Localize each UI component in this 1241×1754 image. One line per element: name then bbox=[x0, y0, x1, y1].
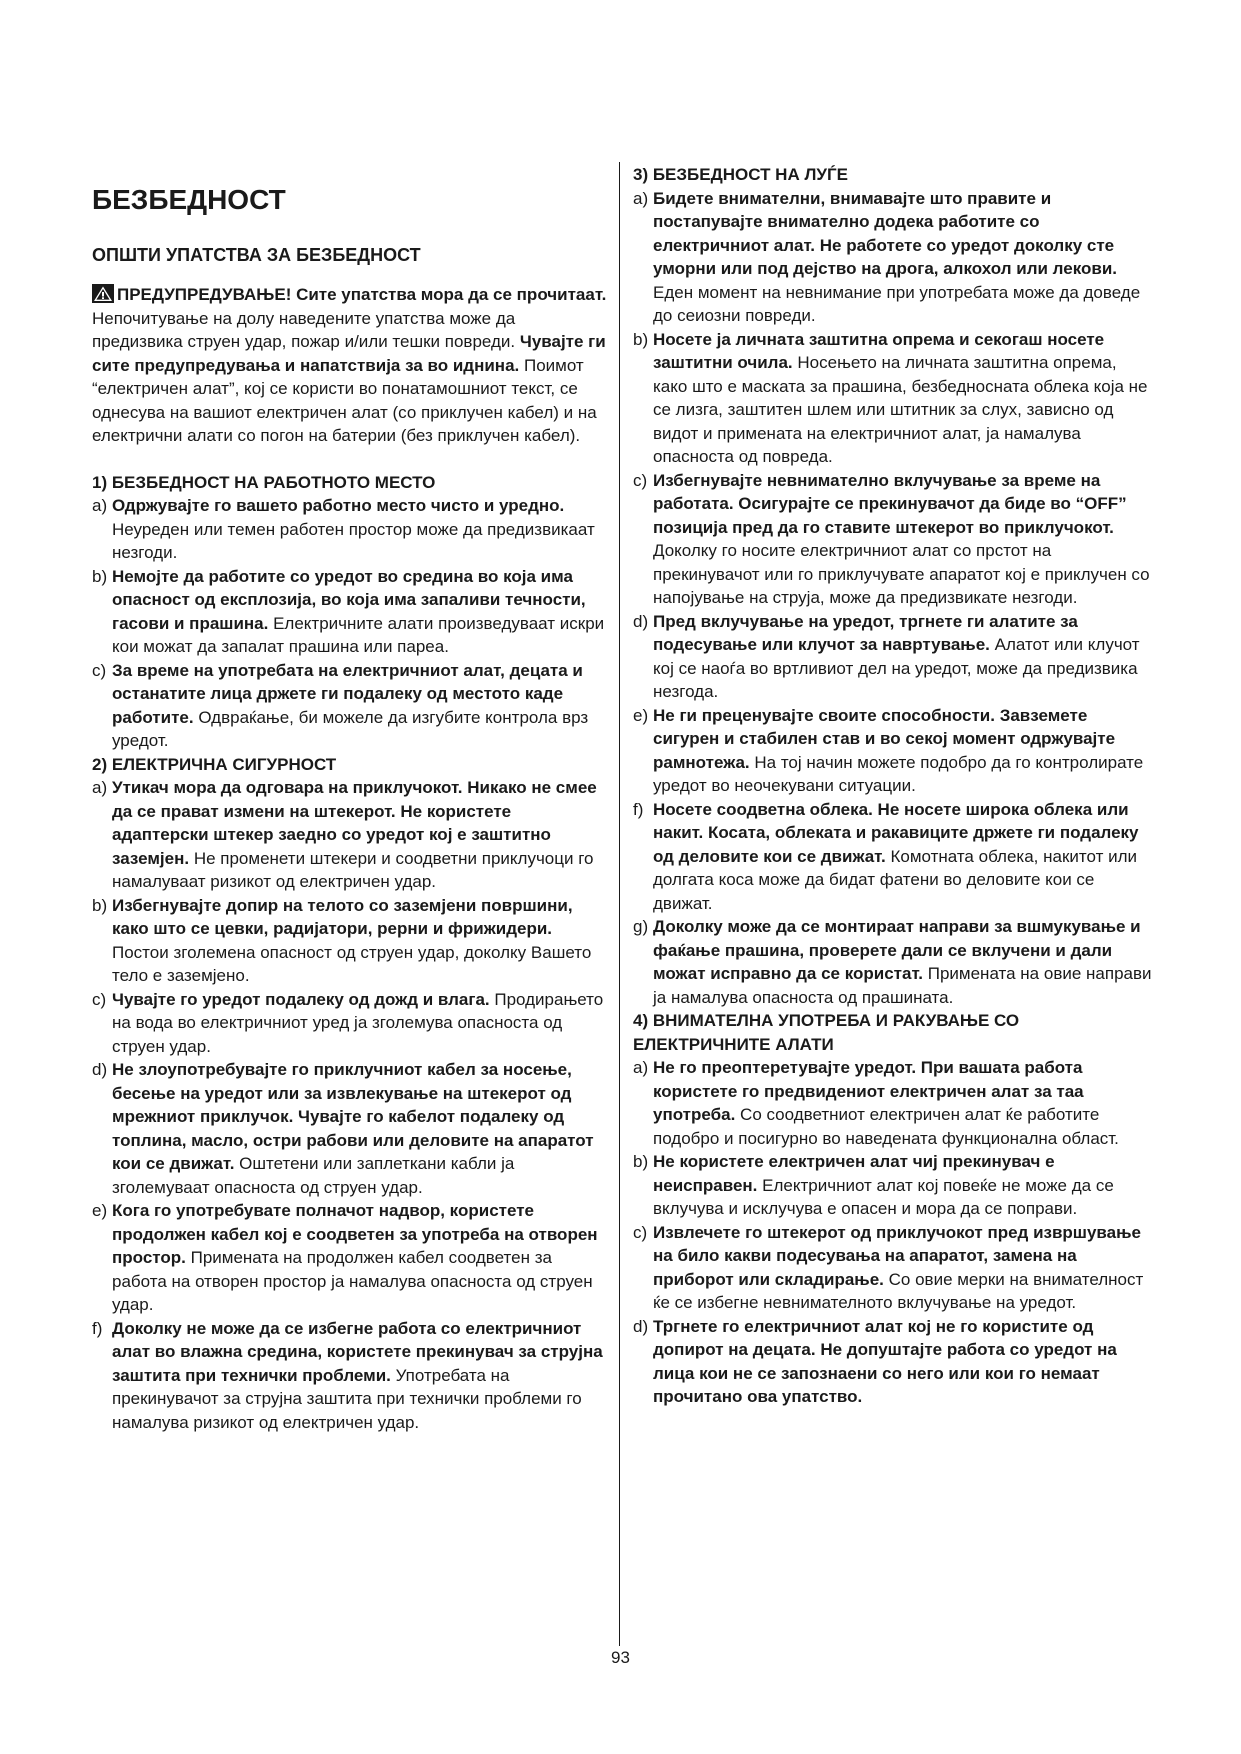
list-item bbox=[92, 565, 607, 659]
left-column bbox=[92, 183, 607, 1434]
list-item bbox=[92, 988, 607, 1059]
item-bold-text: Чувајте го уредот подалеку од дожд и влага. bbox=[112, 989, 490, 1009]
item-text: Електричните алати произведуваат искри кои можат да запалат прашина или пареа. bbox=[112, 613, 605, 656]
item-text: Еден момент на невнимание при употребата може да доведе до сеиозни повреди. bbox=[653, 282, 1141, 325]
list-item bbox=[92, 1199, 607, 1317]
item-bold-text: Пред вклучување на уредот, тргнете ги алатите за подесување или клучот за навртување. bbox=[653, 611, 1078, 654]
item-bold-text: Носете ја личната заштитна опрема и секогаш носете заштитни очила. bbox=[653, 329, 1105, 372]
item-text: Примената на овие направи ја намалува опасноста од прашината. bbox=[653, 964, 1152, 1007]
list-item bbox=[633, 798, 1153, 916]
item-text: Постои зголемена опасност од струен удар, доколку Вашето тело е заземјено. bbox=[112, 942, 592, 985]
item-label: f) bbox=[92, 1318, 103, 1338]
list-item bbox=[633, 1315, 1153, 1409]
item-bold-text: За време на употребата на електричниот алат, децата и останатите лица држете ги подалеку од местото каде работите. bbox=[112, 660, 583, 727]
item-text: Не променети штекери и соодветни приклучоци го намалуваат ризикот од електричен удар. bbox=[112, 848, 594, 891]
item-bold-text: Немојте да работите со уредот во средина во која има опасност од експлозија, во која има запаливи течности, гасови и прашина. bbox=[112, 566, 586, 633]
item-text: Комотната облека, накитот или долгата коса може да бидат фатени во деловите кои се движат. bbox=[653, 846, 1137, 913]
item-label: a) bbox=[633, 1058, 649, 1077]
warning-bold-1: ПРЕДУПРЕДУВАЊЕ! Сите упатства мора да се прочитаат. bbox=[117, 285, 607, 304]
warning-bold-2: Чувајте ги сите предупредувања и напатствија за во иднина. bbox=[92, 332, 606, 375]
list-item bbox=[633, 915, 1153, 1009]
item-text: Оштетени или заплеткани кабли ја зголемуваат опасноста од струен удар. bbox=[112, 1154, 515, 1197]
item-bold-text: Утикач мора да одговара на приклучокот. Никако не смее да се прават измени на штекерот. Не користете адаптерски штекер заедно со уредот кој е заштитно заземјен. bbox=[112, 778, 597, 868]
list-item bbox=[92, 776, 607, 894]
section-personal-safety bbox=[633, 163, 1153, 1009]
item-label: f) bbox=[633, 799, 644, 819]
item-bold-text: Кога го употребувате полначот надвор, користете продолжен кабел кој е соодветен за употреба на отворен простор. bbox=[112, 1201, 598, 1267]
right-column bbox=[633, 163, 1153, 1409]
warning-text-2: Поимот “електричен алат”, кој се користи во понатамошниот текст, се однесува на вашиот електричен алат (со приклучен кабел) и на електрични алати со погон на батерии (без приклучен кабел). bbox=[92, 355, 597, 445]
item-bold-text: Не го преоптеретувајте уредот. При вашата работа користете го предвидениот електричен алат за таа употреба. bbox=[653, 1058, 1084, 1124]
section-heading: 3) БЕЗБЕДНОСТ НА ЛУЃЕ bbox=[633, 165, 848, 184]
list-item bbox=[633, 610, 1153, 704]
list-item bbox=[633, 1221, 1153, 1315]
item-label: b) bbox=[633, 1152, 649, 1171]
list-item bbox=[92, 494, 607, 565]
item-text: Неуреден или темен работен простор може да предизвикаат незгоди. bbox=[112, 519, 595, 562]
item-text: Примената на продолжен кабел соодветен за работа на отворен простор ја намалува опасноста од струен удар. bbox=[112, 1248, 593, 1314]
item-text: Со соодветниот електричен алат ќе работите подобро и посигурно во наведената функционална област. bbox=[653, 1105, 1119, 1148]
list-item bbox=[633, 328, 1153, 469]
section-heading: 1) БЕЗБЕДНОСТ НА РАБОТНОТО МЕСТО bbox=[92, 472, 436, 492]
page-number: 93 bbox=[611, 1648, 630, 1667]
section-heading: 4) ВНИМАТЕЛНА УПОТРЕБА И РАКУВАЊЕ СО ЕЛЕКТРИЧНИТЕ АЛАТИ bbox=[633, 1011, 1020, 1054]
item-label: d) bbox=[92, 1060, 108, 1079]
list-item bbox=[92, 1317, 607, 1435]
item-label: b) bbox=[92, 566, 108, 586]
list-item bbox=[92, 894, 607, 988]
page-title: БЕЗБЕДНОСТ bbox=[92, 184, 286, 215]
section-electrical-safety bbox=[92, 753, 607, 1435]
warning-triangle-icon bbox=[92, 284, 114, 303]
general-safety-subtitle: ОПШТИ УПАТСТВА ЗА БЕЗБЕДНОСТ bbox=[92, 245, 421, 265]
item-bold-text: Тргнете го електричниот алат кој не го користите од допирот на децата. Не допуштајте работа со уредот на лица кои не се запознаени со него или кои го немаат прочитано ова упатство. bbox=[653, 1316, 1117, 1406]
item-text: Носењето на личната заштитна опрема, како што е маската за прашина, безбедносната облека која не се лизга, заштитен шлем или штитник за слух, зависно од видот и примената на електричниот алат, ја намалува опасноста од повреда. bbox=[653, 353, 1148, 466]
warning-paragraph bbox=[92, 283, 607, 448]
item-label: c) bbox=[633, 470, 648, 490]
item-bold-text: Доколку може да се монтираат направи за вшмукување и фаќање прашина, проверете дали се вклучени и дали можат исправно да се користат. bbox=[653, 917, 1141, 983]
item-bold-text: Не ги преценувајте своите способности. Завземете сигурен и стабилен став и во секој момент одржувајте рамнотежа. bbox=[653, 705, 1116, 772]
item-bold-text: Доколку не може да се избегне работа со електричниот алат во влажна средина, користете прекинувач за струјна заштита при технички проблеми. bbox=[112, 1318, 603, 1385]
item-label: e) bbox=[633, 705, 649, 725]
item-bold-text: Извлечете го штекерот од приклучокот пред извршување на било какви подесувања на апаратот, замена на приборот или складирање. bbox=[653, 1222, 1141, 1289]
list-item bbox=[633, 469, 1153, 610]
item-label: d) bbox=[633, 611, 649, 631]
column-divider bbox=[619, 162, 620, 1646]
section-heading: 2) ЕЛЕКТРИЧНА СИГУРНОСТ bbox=[92, 754, 337, 774]
item-bold-text: Избегнувајте невнимателно вклучување за време на работата. Осигурајте се прекинувачот да биде во “OFF” позиција пред да го ставите штекерот во приклучокот. bbox=[653, 470, 1127, 537]
item-bold-text: Бидете внимателни, внимавајте што правите и постапувајте внимателно додека работите со електричниот алат. Не работете со уредот доколку сте уморни или под дејство на дрога, алкохол или лекови. bbox=[653, 188, 1117, 278]
item-text: Електричниот алат кој повеќе не може да се вклучува и исклучува е опасен и мора да се поправи. bbox=[653, 1175, 1114, 1218]
item-label: e) bbox=[92, 1201, 108, 1220]
item-label: c) bbox=[633, 1222, 648, 1242]
item-label: a) bbox=[92, 778, 108, 797]
item-label: g) bbox=[633, 917, 649, 936]
item-label: c) bbox=[92, 989, 107, 1009]
list-item bbox=[633, 1056, 1153, 1150]
item-bold-text: Носете соодветна облека. Не носете широка облека или накит. Косата, облеката и ракавиците држете ги подалеку од деловите кои се движат. bbox=[653, 799, 1139, 866]
section-tool-use-and-care bbox=[633, 1009, 1153, 1409]
item-label: b) bbox=[633, 329, 649, 349]
list-item bbox=[92, 659, 607, 753]
section-workplace-safety bbox=[92, 471, 607, 753]
list-item bbox=[92, 1058, 607, 1199]
list-item bbox=[633, 704, 1153, 798]
item-text: Употребата на прекинувачот за струјна заштита при технички проблеми го намалува ризикот од електричен удар. bbox=[112, 1365, 582, 1432]
item-bold-text: Не користете електричен алат чиј прекинувач е неисправен. bbox=[653, 1152, 1055, 1195]
item-bold-text: Не злоупотребувајте го приклучниот кабел за носење, бесење на уредот или за извлекување на штекерот од мрежниот приклучок. Чувајте го кабелот подалеку од топлина, масло, остри рабови или деловите на апаратот кои се движат. bbox=[112, 1060, 594, 1173]
item-label: d) bbox=[633, 1316, 649, 1336]
item-text: Со овие мерки на внимателност ќе се избегне невнимателното вклучување на уредот. bbox=[653, 1269, 1144, 1312]
item-text: Продирањето на вода во електричниот уред ја зголемува опасноста од струен удар. bbox=[112, 989, 604, 1056]
item-label: c) bbox=[92, 660, 107, 680]
item-bold-text: Избегнувајте допир на телото со заземјени површини, како што се цевки, радијатори, рерни и фрижидери. bbox=[112, 895, 573, 938]
item-text: Доколку го носите електричниот алат со прстот на прекинувачот или го приклучувате апаратот кој е приклучен со напојување на струја, може да предизвикате незгоди. bbox=[653, 541, 1150, 607]
item-label: a) bbox=[633, 188, 649, 208]
item-text: Одвраќање, би можеле да изгубите контрола врз уредот. bbox=[112, 707, 589, 750]
item-text: Алатот или клучот кој се наоѓа во вртливиот дел на уредот, може да предизвика незгода. bbox=[653, 635, 1140, 701]
warning-text-1: Непочитување на долу наведените упатства може да предизвика струен удар, пожар и/или тешки повреди. bbox=[92, 308, 520, 351]
item-label: b) bbox=[92, 895, 108, 915]
item-text: На тој начин можете подобро да го контролирате уредот во неочекувани ситуации. bbox=[653, 752, 1144, 795]
list-item bbox=[633, 1150, 1153, 1221]
list-item bbox=[633, 187, 1153, 328]
item-bold-text: Одржувајте го вашето работно место чисто и уредно. bbox=[112, 496, 565, 515]
item-label: a) bbox=[92, 496, 108, 515]
